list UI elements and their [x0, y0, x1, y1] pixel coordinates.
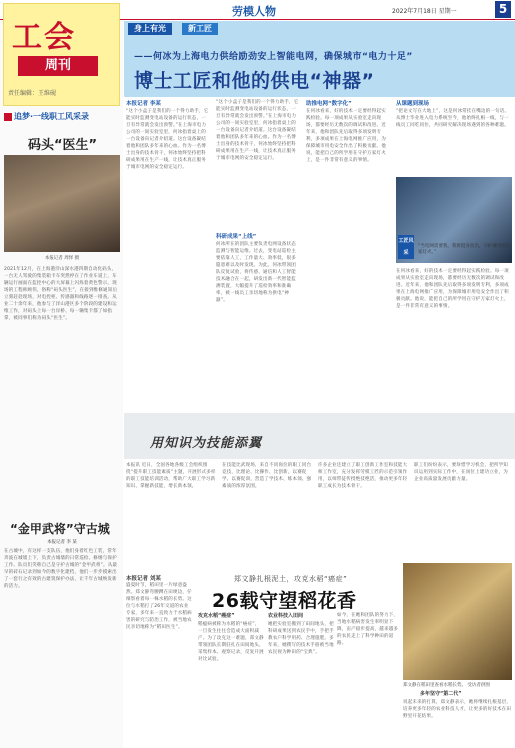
skills-column-1: 本报讯 近日，全国各地各级工会组织围绕“提升职工技能素质”主题，开展形式多样的职工技能培训活动，帮助广大职工学习新知识、掌握新技能，增长新本领。 — [126, 463, 216, 489]
editor-credit: 责任编辑：王维砚 — [8, 90, 57, 97]
rice-column-e: 说起未来的打算，郑文静表示，她将继续扎根基层，培养更多年轻的农业科技人才，让更多的好技术在田野里开花结果。 — [403, 700, 512, 719]
second-headline[interactable]: “金甲武将”守古城 — [10, 522, 110, 536]
feature-body-text: 2021年12月，在上海港洋山深水港四期自动化码头，一台无人驾驶的集装箱卡车突然停在了作业车道上，车辆运行画面在监控中心的大屏幕上闪烁着黄色警示。现场的工程师顾伟，俗称“码头医生”，在接到维修通知后立刻赶赴现场，对电控柜、传感器和线路逐一排查。从业二十余年来，他参与了洋山港区多个阶段的建设和运维工作，对码头上每一台岸桥、每一辆集卡都了如指掌，被同事们称为码头“医生”。 — [4, 267, 118, 321]
feature-headline[interactable]: 码头“医生” — [28, 138, 98, 153]
section-name: 劳模人物 — [232, 5, 276, 18]
labor-weekly-box — [3, 3, 120, 106]
rice-col-e-heading: 多年坚守“第二代” — [420, 691, 462, 697]
feature-column-b: 何冰所在的团队主要负责电网设备状态监测与智能运维。过去，变电站巡检主要依靠人工，工作量大、效率低，很多隐患难以及时发现。为此，何冰带领团队反复试验，将传感、通信和人工智能技术融合在一起，研发出新一代智能监测装置，大幅提升了巡检效率和准确率，被一线员工亲切地称为供电“神器”。 — [216, 242, 296, 303]
series-tag — [4, 110, 120, 124]
feature-tag-primary: 身上有光 — [128, 23, 172, 35]
feature-header-band — [124, 21, 515, 97]
rice-column-a: 盛夏时节，稻田里一片绿意盎然。郑文静弯腰蹲在田埂边，仔细察看着每一株水稻的长势。这位与水稻打了26年交道的农业专家，多年来一直致力于水稻病害的研究与防治工作，被当地农民亲切地称为“稻田医生”。 — [126, 583, 192, 630]
page-number: 5 — [495, 1, 511, 18]
skills-column-3: 许多企业还建立了职工创新工作室和技能大师工作室，充分发挥劳模工匠的示范引领作用，以师带徒传授绝技绝活，推动更多年轻职工成长为技术骨干。 — [318, 463, 408, 489]
feature-column-b-top: “这个小盒子是我们的一个得力助手，它能实时监测变电站设备的运行状态，一旦有异常就会发出预警。”在上海市电力公司的一间实验室里，何冰指着桌上的一台设备向记者介绍道。这台设备凝结着他和团队多年来的心血。作为一名博士出身的技术骨干，何冰始终坚持把科研成果用在生产一线，让技术真正服务于城市电网的安全稳定运行。 — [216, 100, 299, 161]
feature-column-d: “把论文写在大地上”，这是何冰常挂在嘴边的一句话。从博士毕业进入电力系统至今，他始终扎根一线，与一线员工同吃同住，共同研究解决现场遇到的各种难题。 — [396, 109, 510, 128]
skills-column-2: 在技能比武现场，来自不同岗位的职工同台竞技，比理论、比操作、比创新，以赛促学、以赛促训，营造了学技术、练本领、强素质的浓厚氛围。 — [222, 463, 312, 489]
col-c-heading: 助推电网“数字化” — [306, 101, 352, 107]
dock-worker-photo — [4, 155, 120, 252]
feature-title[interactable]: 博士工匠和他的供电“神器” — [134, 70, 375, 92]
skills-column-4: 职工们纷纷表示，要珍惜学习机会，把所学知识运用到实际工作中，在岗位上建功立业，为企业高质量发展贡献力量。 — [414, 463, 508, 482]
feature-column-a: “这个小盒子是我们的一个得力助手，它能实时监测变电站设备的运行状态，一旦有异常就会发出预警。”在上海市电力公司的一间实验室里，何冰指着桌上的一台设备向记者介绍道。这台设备凝结着他和团队多年来的心血。作为一名博士出身的技术骨干，何冰始终坚持把科研成果用在生产一线，让技术真正服务于城市电网的安全稳定运行。 — [126, 109, 209, 170]
series-tag-label: 追梦·一线职工风采录 — [14, 112, 90, 121]
rice-col-b-heading: 攻克水稻“癌症” — [198, 613, 235, 619]
feature-column-d-lower: 在何冰看来，好的技术一定要经得起实践检验。每一项成果从实验室走向现场，都要经历无数次的调试和改进。近年来，他和团队先后取得多项发明专利，多项成果在上海电网推广应用，为保障城市用电安全作出了积极贡献。他说，能把自己的所学用在守护万家灯火上，是一件非常有意义的事情。 — [396, 269, 509, 309]
photo-caption: 本报记者 周怿 摄 — [44, 256, 80, 261]
rice-column-c: 她把实验室搬到了田间地头，把科研成果送到农民手中，手把手教农户科学用药、合理施肥。多年来，她撰写的技术手册被当地农民视为种田的“宝典”。 — [268, 622, 334, 655]
col-a-heading: 本报记者 李某 — [126, 101, 161, 107]
issue-date: 2022年7月18日 星期一 — [392, 8, 457, 15]
col-b-heading: 科研成果“上线” — [216, 234, 257, 240]
square-icon — [4, 113, 12, 121]
rice-col-c-heading: 农业科技入田间 — [268, 613, 304, 619]
feature-column-c: 在何冰看来，好的技术一定要经得起实践检验。每一项成果从实验室走向现场，都要经历无数次的调试和改进。近年来，他和团队先后取得多项发明专利，多项成果在上海电网推广应用，为保障城市用电安全作出了积极贡献。他说，能把自己的所学用在守护万家灯火上，是一件非常有意义的事情。 — [306, 109, 386, 163]
rice-title[interactable]: 26载守望稻花香 — [212, 590, 357, 612]
column-badge: 周刊 — [18, 56, 98, 76]
photo-tag: 工匠风采 — [398, 235, 414, 259]
rice-photo-caption: 郑文静在稻田里查看水稻长势。 受访者供图 — [403, 683, 490, 688]
feature-subtitle: ——何冰为上海电力供给励劲安上智能电网，确保城市“电力十足” — [134, 52, 413, 62]
rice-col-a-heading: 本报记者 刘某 — [126, 576, 161, 582]
rice-column-b: 稻瘟病被称为水稻的“癌症”，一旦发生往往会造成大面积减产。为了攻克这一难题，郑文静带领团队长期驻扎在田间地头，采集样本、观察记录，反复开展对比试验。 — [198, 622, 264, 662]
feature-tag-secondary: 新工匠 — [182, 23, 218, 35]
rice-field-photo — [403, 563, 512, 680]
rice-column-d: 如今，在她和团队的努力下，当地水稻病害发生率明显下降，亩产稳步提高，越来越多的农民走上了科学种田的道路。 — [337, 613, 399, 646]
rice-subtitle: 郑文静扎根泥土，攻克水稻“癌症” — [234, 575, 348, 583]
second-body-text: 在古城中，有这样一支队伍，他们身着红色工装，常年奔波在城墙上下，负责古城墙的日常巡检、修缮与保护工作。队员们笑称自己是守护古城的“金甲武将”。从最早的砖石记录到如今的数字化建档，他们一步步摸索出了一套行之有效的古建筑保护办法，让千年古城焕发新的活力。 — [4, 549, 118, 589]
skills-banner-title[interactable]: 用知识为技能添翼 — [150, 436, 263, 451]
col-d-heading: 从课题到现场 — [396, 101, 430, 107]
second-byline: 本报记者 李 某 — [47, 540, 77, 545]
engineer-quote: “当电网需要我，我将挺身而出，守护城市的万家灯火。” — [418, 244, 511, 255]
column-title: 工会 — [12, 20, 76, 55]
